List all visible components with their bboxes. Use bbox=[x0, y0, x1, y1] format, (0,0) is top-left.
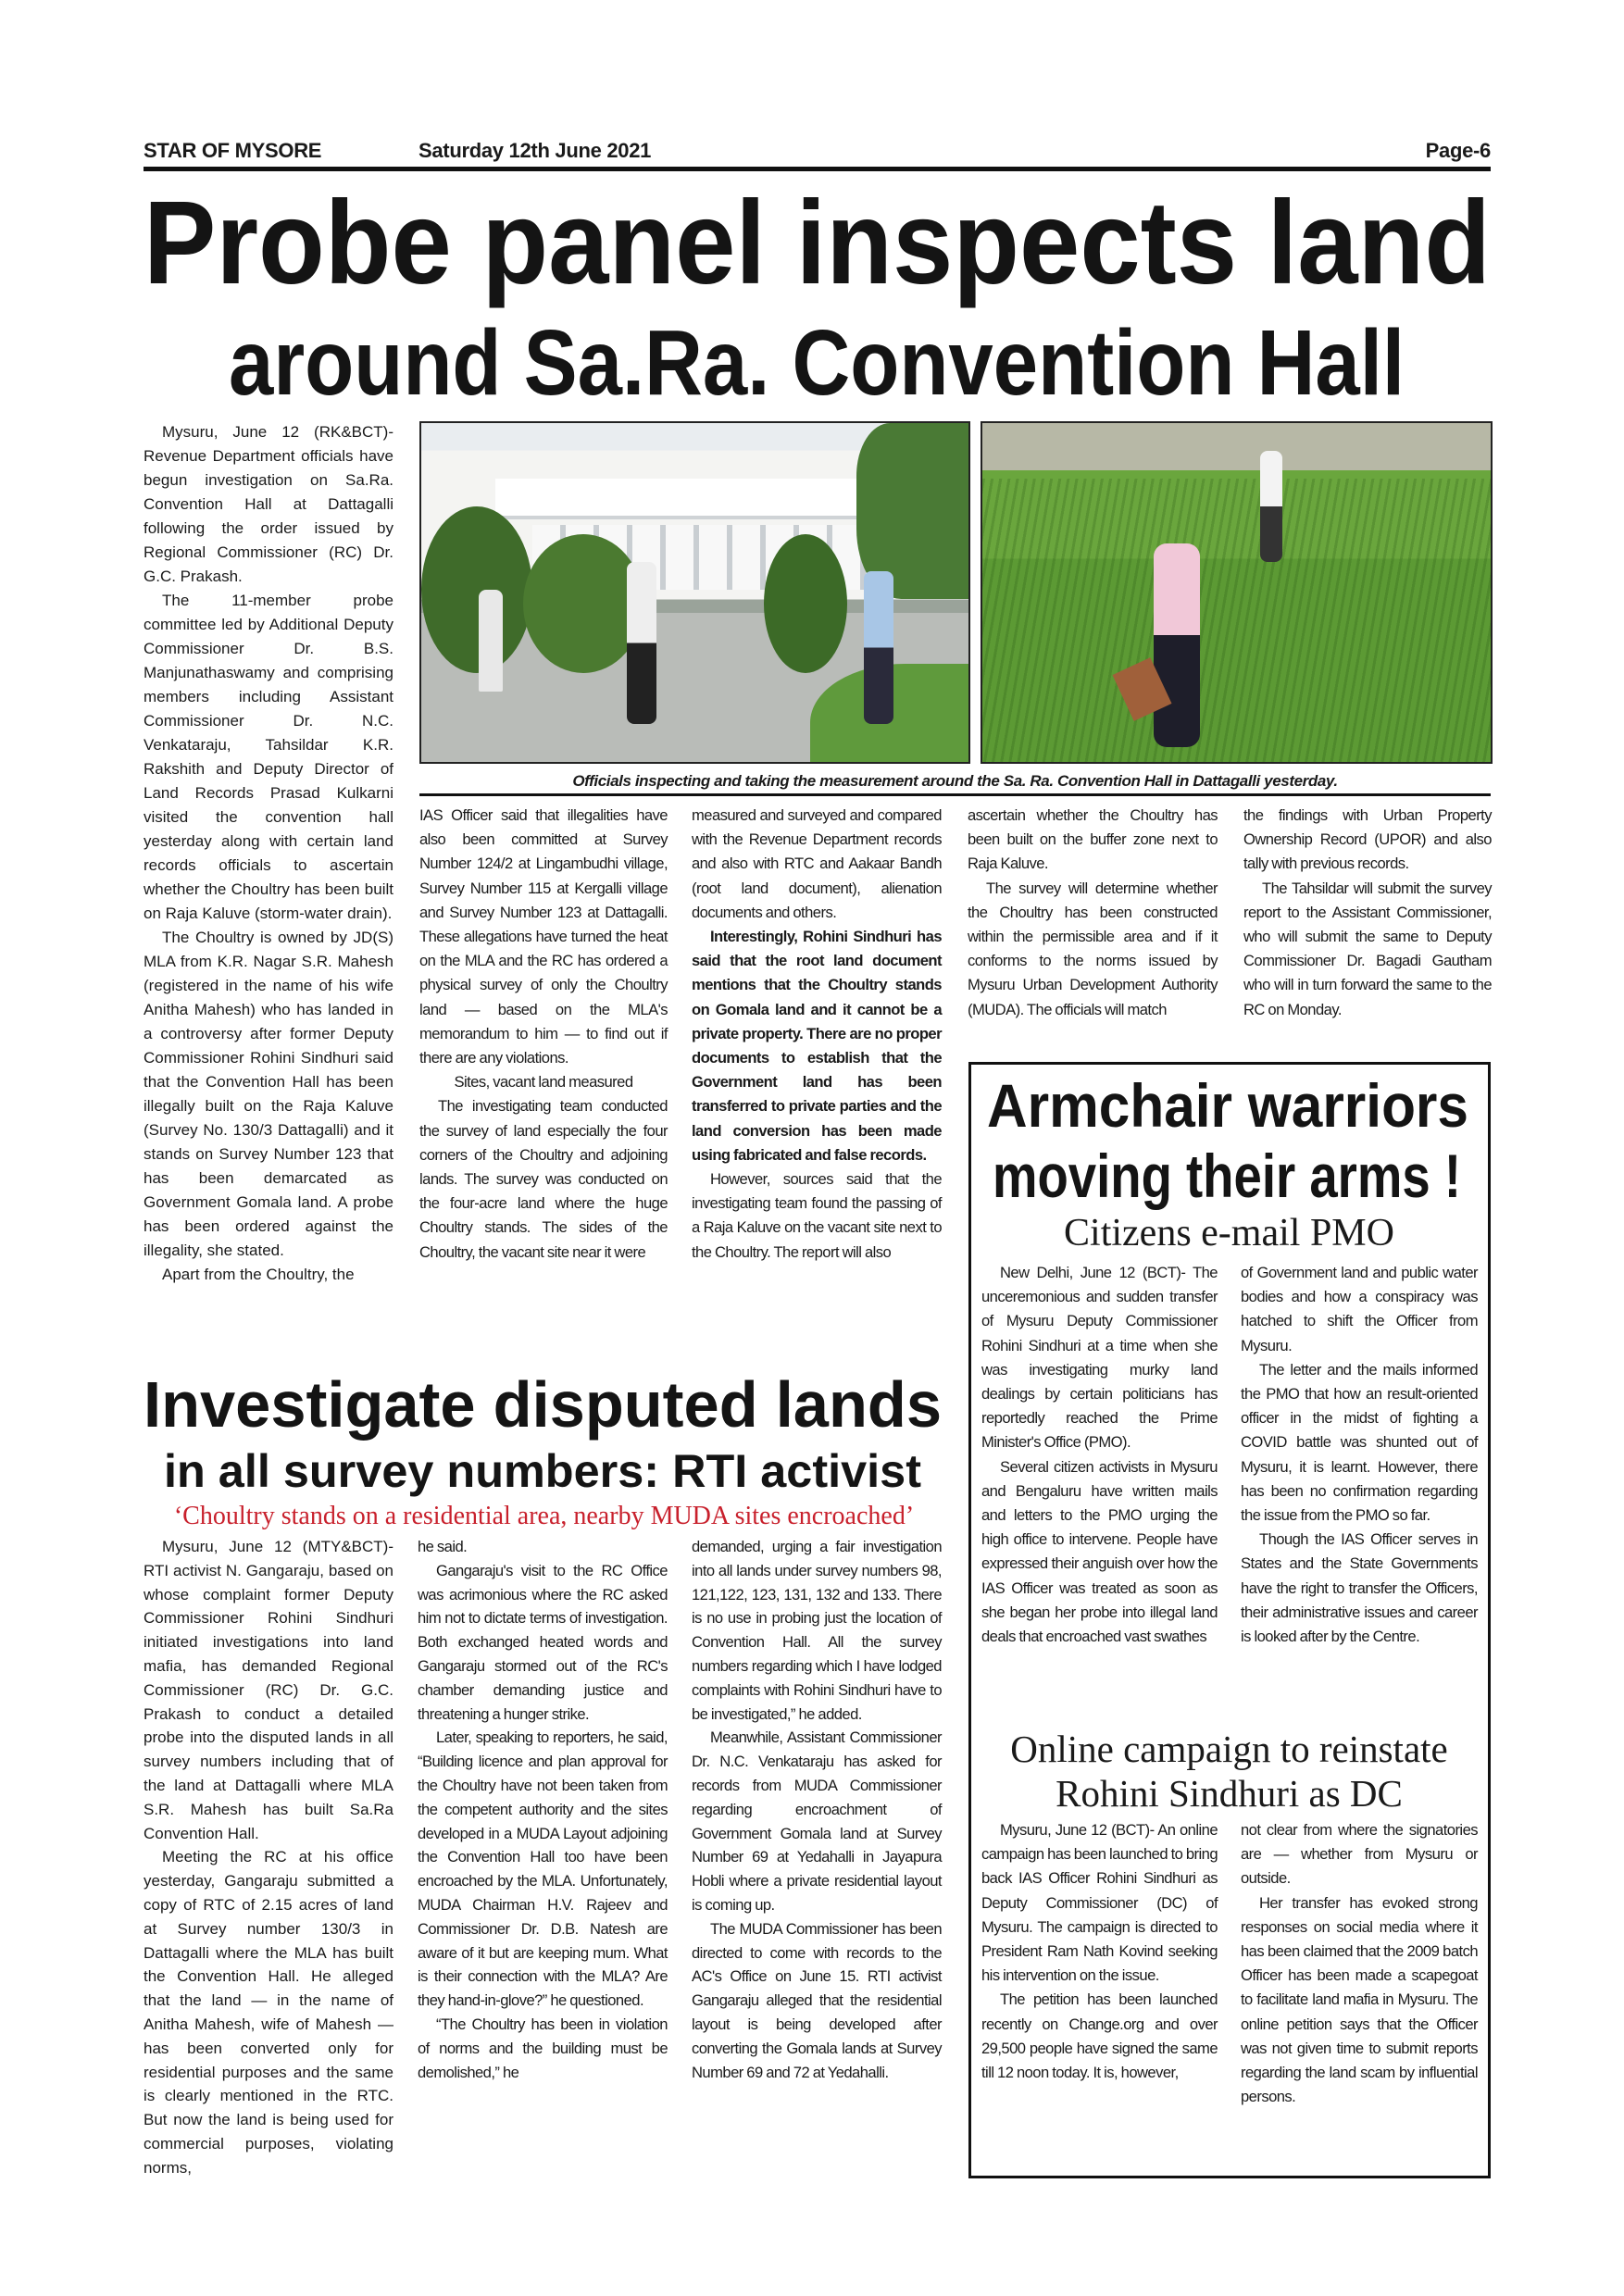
paragraph: Several citizen activists in Mysuru and Bengaluru have written mails and letters to the PMO urging the high office to intervene. People have expressed their anguish over how the IAS Officer was treated as soon as she began her probe into illegal land deals that encroached vast swathes bbox=[981, 1457, 1218, 1646]
paragraph: not clear from where the signatories are — whether from Mysuru or outside. bbox=[1241, 1821, 1478, 1888]
rti-headline-line-1: Investigate disputed lands bbox=[144, 1368, 942, 1441]
photo-vacant-land bbox=[981, 421, 1493, 764]
box-subhead: Citizens e-mail PMO bbox=[1064, 1212, 1394, 1254]
paragraph: Mysuru, June 12 (RK&BCT)- Revenue Department officials have begun investigation on Sa.Ra. Convention Hall at Dattagalli following the order issued by Regional Commissioner (RC) Dr. G.C. Prakash. bbox=[144, 423, 394, 585]
newspaper-name: STAR OF MYSORE bbox=[144, 139, 322, 162]
paragraph: The letter and the mails informed the PMO that how an result-oriented officer in the midst of fighting a COVID battle was shunted out of Mysuru, it is learnt. However, there has been no confirmation regarding the issue from the PMO so far. bbox=[1241, 1360, 1478, 1525]
campaign-column-1 bbox=[981, 1818, 1218, 2168]
rti-headline-line-2: in all survey numbers: RTI activist bbox=[164, 1445, 922, 1497]
lead-column-3 bbox=[692, 804, 942, 1362]
lead-headline-line-2: around Sa.Ra. Convention Hall bbox=[229, 311, 1405, 415]
paragraph: New Delhi, June 12 (BCT)- The unceremonious and sudden transfer of Mysuru Deputy Commissioner Rohini Sindhuri at a time when she was investigating murky land dealings by certain politicians has reportedly reached the Prime Minister's Office (PMO). bbox=[981, 1264, 1218, 1452]
photo-convention-hall bbox=[419, 421, 970, 764]
paragraph: The 11-member probe committee led by Additional Deputy Commissioner Dr. B.S. Manjunathaswamy and comprising members including Assistant Commissioner Dr. N.C. Venkataraju, Tahsildar K.R. Rakshith and Deputy Director of Land Records Prasad Kulkarni visited the convention hall yesterday along with certain land records officials to ascertain whether the Choultry has been built on Raja Kaluve (storm-water drain). bbox=[144, 592, 394, 922]
paragraph: Gangaraju's visit to the RC Office was acrimonious where the RC asked him not to dictate terms of investigation. Both exchanged heated words and Gangaraju stormed out of the RC's chamber demanding justice and threatening a hunger strike. bbox=[418, 1561, 668, 1723]
subheading: Sites, vacant land measured bbox=[454, 1073, 633, 1092]
box-column-2 bbox=[1241, 1261, 1478, 1722]
lead-headline bbox=[144, 174, 1491, 417]
paragraph: The Tahsildar will submit the survey report to the Assistant Commissioner, who will submit the same to Deputy Commissioner Dr. Bagadi Gautham who will in turn forward the same to the RC on Monday. bbox=[1243, 879, 1492, 1018]
lead-column-5 bbox=[1243, 804, 1492, 1046]
box-headline-line-1: Armchair warriors bbox=[987, 1071, 1468, 1140]
box-headline bbox=[981, 1069, 1477, 1210]
campaign-headline-line-1: Online campaign to reinstate bbox=[1010, 1728, 1448, 1770]
paragraph: Her transfer has evoked strong responses on social media where it has been claimed that the 2009 batch Officer has been made a scapegoat to facilitate land mafia in Mysuru. The online petition says that the Officer was not given time to submit reports regarding the land scam by influential persons. bbox=[1241, 1893, 1478, 2106]
paragraph: Though the IAS Officer serves in States and the State Governments have the right to transfer the Officers, their administrative issues and career is looked after by the Centre. bbox=[1241, 1530, 1478, 1646]
paragraph: demanded, urging a fair investigation into all lands under survey numbers 98, 121,122, 123, 131, 132 and 133. There is no use in probing just the location of Convention Hall. All the survey numbers regarding which I have lodged complaints with Rohini Sindhuri have to be investigated,” he added. bbox=[692, 1538, 942, 1723]
paragraph: of Government land and public water bodies and how a conspiracy was hatched to shift the Officer from Mysuru. bbox=[1241, 1264, 1478, 1354]
box-headline-line-2: moving their arms ! bbox=[993, 1142, 1461, 1210]
rti-column-2 bbox=[418, 1535, 668, 2180]
paragraph: Interestingly, Rohini Sindhuri has said that the root land document mentions that the Choultry stands on Gomala land and it cannot be a private property. There are no proper documents to establish that the Government land has been transferred to private parties and the land conversion has been made using fabricated and false records. bbox=[692, 928, 942, 1164]
paragraph: The investigating team conducted the survey of land especially the four corners of the Choultry and adjoining lands. The survey was conducted on the four-acre land where the huge Choultry stands. The sides of the Choultry, the vacant site near it were bbox=[419, 1097, 668, 1261]
caption-rule bbox=[419, 793, 1491, 796]
issue-date: Saturday 12th June 2021 bbox=[418, 139, 652, 162]
paragraph: Meanwhile, Assistant Commissioner Dr. N.C. Venkataraju has asked for records from MUDA Commissioner regarding encroachment of Government Gomala land at Survey Number 69 at Yedahalli in Jayapura Hobli where a private residential layout is coming up. bbox=[692, 1728, 942, 1914]
paragraph: IAS Officer said that illegalities have also been committed at Survey Number 124/2 at Lingambudhi village, Survey Number 115 at Kergalli village and Survey Number 123 at Dattagalli. These allegations have turned the heat on the MLA and the RC has ordered a physical survey of only the Choultry land — based on the MLA's memorandum to him — to find out if there are any violations. bbox=[419, 806, 668, 1067]
paragraph: he said. bbox=[418, 1538, 468, 1555]
box-column-1 bbox=[981, 1261, 1218, 1722]
paragraph: Later, speaking to reporters, he said, “Building licence and plan approval for the Choultry have not been taken from the competent authority and the sites developed in a MUDA Layout adjoining the Convention Hall too have been encroached by the MLA. Unfortunately, MUDA Chairman H.V. Rajeev and Commissioner Dr. D.B. Natesh are aware of it but are keeping mum. What is their connection with the MLA? Are they hand-in-glove?” he questioned. bbox=[418, 1728, 668, 2010]
paragraph: Mysuru, June 12 (MTY&BCT)- RTI activist N. Gangaraju, based on whose complaint former Deputy Commissioner Rohini Sindhuri initiated investigations into land mafia, has demanded Regional Commissioner (RC) Dr. G.C. Prakash to conduct a detailed probe into the disputed lands in all survey numbers including that of the land at Dattagalli where MLA S.R. Mahesh has built Sa.Ra Convention Hall. bbox=[144, 1538, 394, 1842]
paragraph: ascertain whether the Choultry has been built on the buffer zone next to Raja Kaluve. bbox=[968, 806, 1218, 873]
paragraph: Apart from the Choultry, the bbox=[162, 1266, 355, 1283]
lead-column-4 bbox=[968, 804, 1218, 1046]
paragraph: Meeting the RC at his office yesterday, Gangaraju submitted a copy of RTC of 2.15 acres of land at Survey number 130/3 in Dattagalli where the MLA has built the Convention Hall. He alleged that the land — in the name of Anitha Mahesh, wife of Mahesh — has been converted only for residential purposes and the same is clearly mentioned in the RTC. But now the land is being used for commercial purposes, violating norms, bbox=[144, 1848, 394, 2177]
paragraph: measured and surveyed and compared with the Revenue Department records and also with RTC and Aakaar Bandh (root land document), alienation documents and others. bbox=[692, 806, 942, 921]
campaign-headline bbox=[977, 1727, 1481, 1816]
campaign-column-2 bbox=[1241, 1818, 1478, 2168]
paragraph: The petition has been launched recently on Change.org and over 29,500 people have signed the same till 12 noon today. It is, however, bbox=[981, 1990, 1218, 2082]
photo-caption: Officials inspecting and taking the measurement around the Sa. Ra. Convention Hall in Dattagalli yesterday. bbox=[572, 772, 1338, 790]
page-number: Page-6 bbox=[1425, 139, 1491, 162]
lead-column-2 bbox=[419, 804, 668, 1362]
lead-column-1 bbox=[144, 420, 394, 1359]
paragraph: The survey will determine whether the Choultry has been constructed within the permissible area and if it conforms to the norms issued by Mysuru Urban Development Authority (MUDA). The officials will match bbox=[968, 879, 1218, 1018]
lead-headline-line-1: Probe panel inspects land bbox=[144, 177, 1491, 309]
paragraph: However, sources said that the investigating team found the passing of a Raja Kaluve on the vacant site next to the Choultry. The report will also bbox=[692, 1170, 942, 1261]
masthead-rule bbox=[144, 167, 1491, 171]
paragraph: The Choultry is owned by JD(S) MLA from K.R. Nagar S.R. Mahesh (registered in the name of his wife Anitha Mahesh) who has landed in a controversy after former Deputy Commissioner Rohini Sindhuri said that the Convention Hall has been illegally built on the Raja Kaluve (Survey No. 130/3 Dattagalli) and it stands on Survey Number 123 that has been demarcated as Government Gomala land. A probe has been ordered against the illegality, she stated. bbox=[144, 929, 394, 1259]
rti-deck: ‘Choultry stands on a residential area, nearby MUDA sites encroached’ bbox=[173, 1502, 915, 1530]
paragraph: the findings with Urban Property Ownership Record (UPOR) and also tally with previous records. bbox=[1243, 806, 1492, 873]
rti-column-1 bbox=[144, 1535, 394, 2180]
rti-headline bbox=[144, 1366, 944, 1501]
paragraph: The MUDA Commissioner has been directed to come with records to the AC's Office on June 15. RTI activist Gangaraju alleged that the residential layout is being developed after converting the Gomala lands at Survey Number 69 and 72 at Yedahalli. bbox=[692, 1919, 942, 2081]
paragraph: “The Choultry has been in violation of norms and the building must be demolished,” he bbox=[418, 2015, 668, 2081]
paragraph: Mysuru, June 12 (BCT)- An online campaign has been launched to bring back IAS Officer Rohini Sindhuri as Deputy Commissioner (DC) of Mysuru. The campaign is directed to President Ram Nath Kovind seeking his intervention on the issue. bbox=[981, 1821, 1218, 1985]
rti-column-3 bbox=[692, 1535, 942, 2180]
campaign-headline-line-2: Rohini Sindhuri as DC bbox=[1056, 1772, 1403, 1815]
